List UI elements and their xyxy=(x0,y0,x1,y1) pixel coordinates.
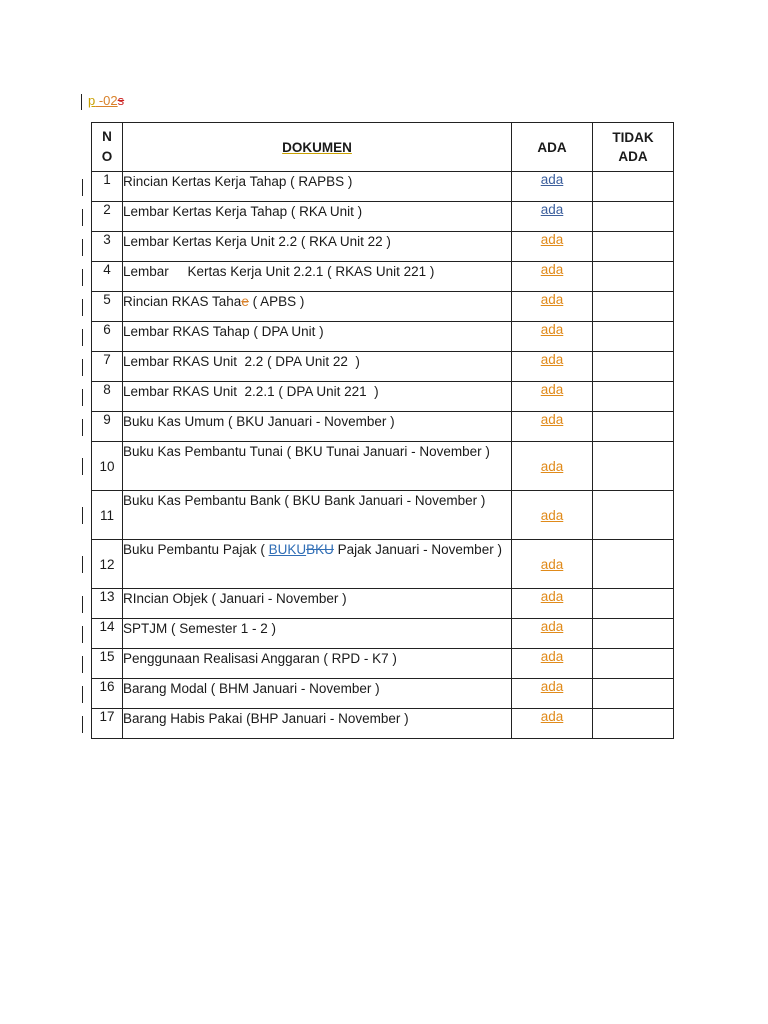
row-tidak-ada xyxy=(593,412,674,442)
table-row xyxy=(92,540,674,589)
table-row xyxy=(92,262,674,292)
change-bar xyxy=(81,94,82,110)
change-bar xyxy=(82,389,83,406)
table-row xyxy=(92,619,674,649)
ada-link[interactable]: ada xyxy=(540,292,564,307)
change-bar xyxy=(82,179,83,196)
row-tidak-ada xyxy=(593,202,674,232)
row-document: Barang Modal ( BHM Januari - November ) xyxy=(123,679,512,709)
row-ada xyxy=(512,292,593,322)
row-number: 15 xyxy=(92,649,123,679)
row-tidak-ada xyxy=(593,491,674,540)
change-bar xyxy=(82,626,83,643)
document-code-part-a: p xyxy=(88,93,96,108)
row-ada xyxy=(512,442,593,491)
column-header-dokumen: DOKUMEN xyxy=(123,123,512,172)
table-row xyxy=(92,679,674,709)
revision-insertion: BUKU xyxy=(268,542,307,557)
ada-link[interactable]: ada xyxy=(540,619,564,634)
ada-link[interactable]: ada xyxy=(540,382,564,397)
change-bar xyxy=(82,596,83,613)
table-row xyxy=(92,202,674,232)
row-number: 14 xyxy=(92,619,123,649)
row-tidak-ada xyxy=(593,649,674,679)
table-row xyxy=(92,442,674,491)
row-document: Buku Kas Pembantu Bank ( BKU Bank Januari - November ) xyxy=(123,491,512,540)
ada-link[interactable]: ada xyxy=(540,507,564,523)
row-tidak-ada xyxy=(593,262,674,292)
table-row xyxy=(92,292,674,322)
column-header-ada: ADA xyxy=(512,123,593,172)
row-tidak-ada xyxy=(593,679,674,709)
row-document: Rincian Kertas Kerja Tahap ( RAPBS ) xyxy=(123,172,512,202)
ada-link[interactable]: ada xyxy=(540,679,564,694)
change-bar xyxy=(82,209,83,226)
row-ada xyxy=(512,649,593,679)
row-document: Lembar Kertas Kerja Unit 2.2.1 ( RKAS Unit 221 ) xyxy=(123,262,512,292)
row-ada xyxy=(512,352,593,382)
row-ada xyxy=(512,322,593,352)
table-row xyxy=(92,382,674,412)
row-document: RIncian Objek ( Januari - November ) xyxy=(123,589,512,619)
row-number: 4 xyxy=(92,262,123,292)
row-tidak-ada xyxy=(593,172,674,202)
row-number: 17 xyxy=(92,709,123,739)
ada-link[interactable]: ada xyxy=(540,649,564,664)
row-document: Lembar RKAS Unit 2.2.1 ( DPA Unit 221 ) xyxy=(123,382,512,412)
change-bar xyxy=(82,458,83,475)
row-number: 13 xyxy=(92,589,123,619)
row-document: Lembar RKAS Unit 2.2 ( DPA Unit 22 ) xyxy=(123,352,512,382)
row-tidak-ada xyxy=(593,619,674,649)
row-document: Buku Kas Pembantu Tunai ( BKU Tunai Januari - November ) xyxy=(123,442,512,491)
document-code-part-b: -02 xyxy=(95,93,118,108)
document-code-part-c: s xyxy=(117,93,125,108)
ada-link[interactable]: ada xyxy=(540,322,564,337)
document-checklist-table xyxy=(91,122,674,739)
table-row xyxy=(92,412,674,442)
change-bar xyxy=(82,556,83,573)
ada-link[interactable]: ada xyxy=(540,556,564,572)
row-tidak-ada xyxy=(593,540,674,589)
table-row xyxy=(92,589,674,619)
row-tidak-ada xyxy=(593,442,674,491)
row-document: Lembar RKAS Tahap ( DPA Unit ) xyxy=(123,322,512,352)
change-bar xyxy=(82,329,83,346)
change-bar xyxy=(82,269,83,286)
table-row xyxy=(92,491,674,540)
row-tidak-ada xyxy=(593,232,674,262)
row-number: 9 xyxy=(92,412,123,442)
row-tidak-ada xyxy=(593,292,674,322)
change-bar xyxy=(82,239,83,256)
row-number: 5 xyxy=(92,292,123,322)
ada-link[interactable]: ada xyxy=(540,458,564,474)
row-ada xyxy=(512,679,593,709)
row-ada xyxy=(512,540,593,589)
row-document: Buku Kas Umum ( BKU Januari - November ) xyxy=(123,412,512,442)
ada-link[interactable]: ada xyxy=(540,202,564,217)
row-ada xyxy=(512,202,593,232)
row-ada xyxy=(512,491,593,540)
ada-link[interactable]: ada xyxy=(540,172,564,187)
row-number: 7 xyxy=(92,352,123,382)
row-number: 8 xyxy=(92,382,123,412)
row-ada xyxy=(512,412,593,442)
change-bar xyxy=(82,716,83,733)
row-number: 16 xyxy=(92,679,123,709)
row-number: 6 xyxy=(92,322,123,352)
row-number: 10 xyxy=(92,442,123,491)
ada-link[interactable]: ada xyxy=(540,262,564,277)
column-header-tidak-ada: TIDAK ADA xyxy=(593,123,674,172)
row-tidak-ada xyxy=(593,352,674,382)
row-ada xyxy=(512,619,593,649)
change-bar xyxy=(82,419,83,436)
table-row xyxy=(92,649,674,679)
ada-link[interactable]: ada xyxy=(540,589,564,604)
row-tidak-ada xyxy=(593,322,674,352)
table-row xyxy=(92,322,674,352)
row-document: Rincian RKAS Tahae ( APBS ) xyxy=(123,292,512,322)
ada-link[interactable]: ada xyxy=(540,709,564,724)
change-bar xyxy=(82,359,83,376)
change-bar xyxy=(82,507,83,524)
row-number: 2 xyxy=(92,202,123,232)
table-row xyxy=(92,352,674,382)
row-ada xyxy=(512,232,593,262)
row-ada xyxy=(512,262,593,292)
row-number: 1 xyxy=(92,172,123,202)
row-number: 3 xyxy=(92,232,123,262)
ada-link[interactable]: ada xyxy=(540,232,564,247)
table-row xyxy=(92,172,674,202)
table-row xyxy=(92,232,674,262)
document-code xyxy=(81,92,124,110)
ada-link[interactable]: ada xyxy=(540,412,564,427)
row-ada xyxy=(512,382,593,412)
row-ada xyxy=(512,709,593,739)
table-header-row xyxy=(92,123,674,172)
row-tidak-ada xyxy=(593,709,674,739)
row-ada xyxy=(512,589,593,619)
row-ada xyxy=(512,172,593,202)
row-document: SPTJM ( Semester 1 - 2 ) xyxy=(123,619,512,649)
table-row xyxy=(92,709,674,739)
row-document: Penggunaan Realisasi Anggaran ( RPD - K7 ) xyxy=(123,649,512,679)
row-document: Buku Pembantu Pajak ( BUKUBKU Pajak Januari - November ) xyxy=(123,540,512,589)
change-bar xyxy=(82,656,83,673)
row-document: Barang Habis Pakai (BHP Januari - November ) xyxy=(123,709,512,739)
row-number: 11 xyxy=(92,491,123,540)
ada-link[interactable]: ada xyxy=(540,352,564,367)
row-document: Lembar Kertas Kerja Tahap ( RKA Unit ) xyxy=(123,202,512,232)
change-bar xyxy=(82,299,83,316)
row-tidak-ada xyxy=(593,589,674,619)
revision-deletion: e xyxy=(241,294,249,309)
column-header-no: N O xyxy=(92,123,123,172)
revision-deletion: BKU xyxy=(306,542,334,557)
change-bar xyxy=(82,686,83,703)
row-tidak-ada xyxy=(593,382,674,412)
row-document: Lembar Kertas Kerja Unit 2.2 ( RKA Unit 22 ) xyxy=(123,232,512,262)
row-number: 12 xyxy=(92,540,123,589)
